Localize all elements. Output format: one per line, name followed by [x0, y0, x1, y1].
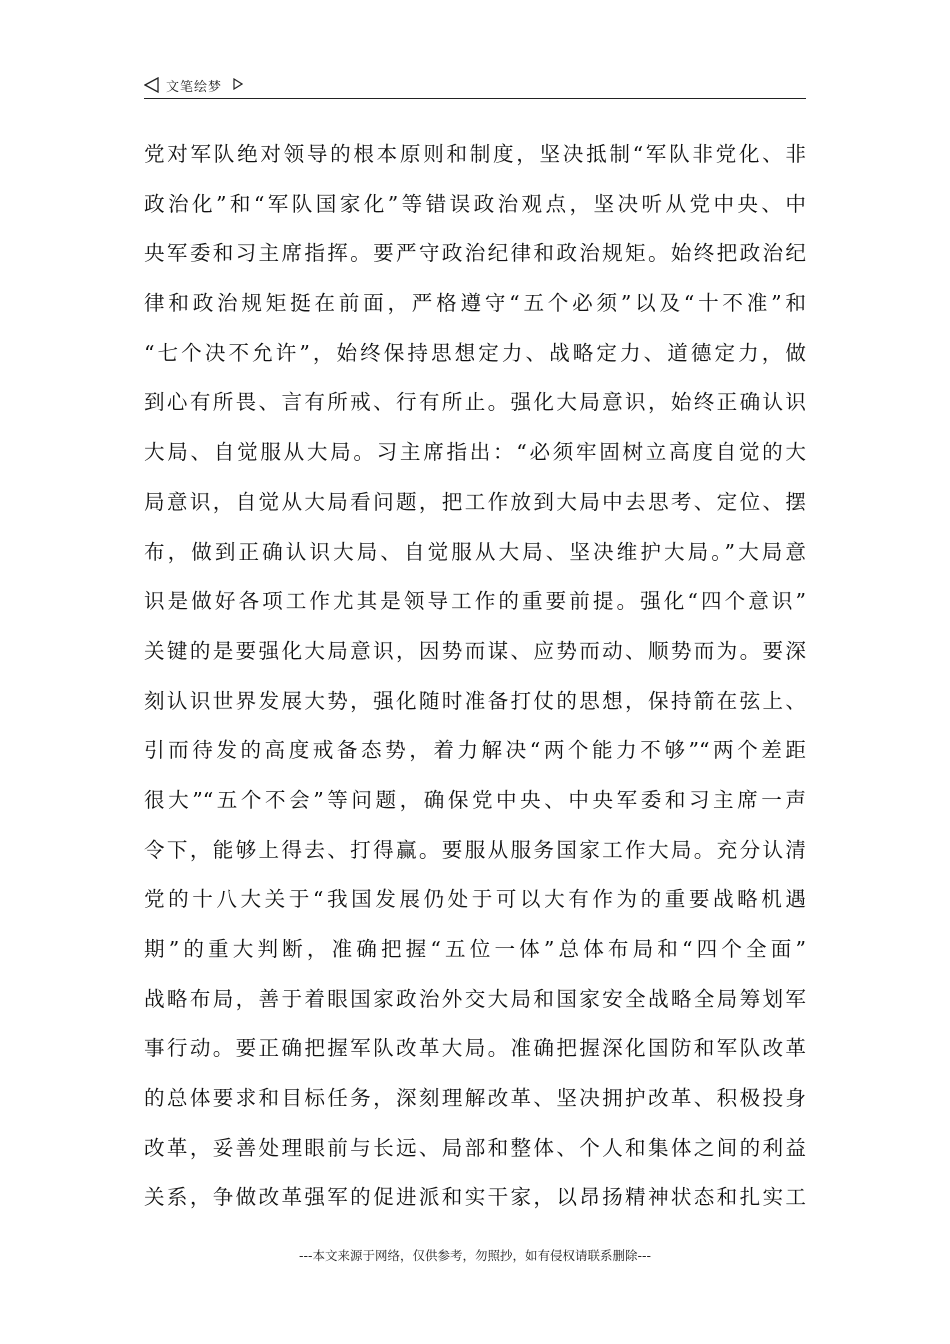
text-line: 识是做好各项工作尤其是领导工作的重要前提。强化“四个意识”: [144, 589, 806, 614]
header-title: 文笔绘梦: [166, 80, 223, 95]
text-line: 政治化”和“军队国家化”等错误政治观点，坚决听从党中央、中: [144, 191, 806, 216]
text-line: 很大”“五个不会”等问题，确保党中央、中央军委和习主席一声: [144, 787, 806, 812]
text-line: 关系，争做改革强军的促进派和实干家，以昂扬精神状态和扎实工: [144, 1185, 806, 1210]
text-line: 布，做到正确认识大局、自觉服从大局、坚决维护大局。”大局意: [144, 539, 806, 564]
text-line: 引而待发的高度戒备态势，着力解决“两个能力不够”“两个差距: [144, 738, 806, 763]
text-line: 大局、自觉服从大局。习主席指出：“必须牢固树立高度自觉的大: [144, 440, 806, 465]
text-line: 刻认识世界发展大势，强化随时准备打仗的思想，保持箭在弦上、: [144, 688, 806, 713]
text-line: 关键的是要强化大局意识，因势而谋、应势而动、顺势而为。要深: [144, 638, 806, 663]
page-header: [144, 74, 806, 99]
text-line: 令下，能够上得去、打得赢。要服从服务国家工作大局。充分认清: [144, 837, 806, 862]
text-line: 党对军队绝对领导的根本原则和制度，坚决抵制“军队非党化、非: [144, 142, 806, 166]
text-line: 局意识，自觉从大局看问题，把工作放到大局中去思考、定位、摆: [144, 489, 806, 514]
text-line: 到心有所畏、言有所戒、行有所止。强化大局意识，始终正确认识: [144, 390, 806, 415]
body-paragraph: [144, 130, 806, 1223]
text-line: 期”的重大判断，准确把握“五位一体”总体布局和“四个全面”: [144, 937, 806, 961]
text-line: 的总体要求和目标任务，深刻理解改革、坚决拥护改革、积极投身: [144, 1086, 806, 1111]
text-line: “七个决不允许”，始终保持思想定力、战略定力、道德定力，做: [144, 340, 806, 365]
triangle-left-icon: [144, 77, 160, 93]
text-line: 党的十八大关于“我国发展仍处于可以大有作为的重要战略机遇: [144, 887, 806, 912]
text-line: 央军委和习主席指挥。要严守政治纪律和政治规矩。始终把政治纪: [144, 241, 806, 266]
text-line: 战略布局，善于着眼国家政治外交大局和国家安全战略全局筹划军: [144, 986, 806, 1011]
text-line: 改革，妥善处理眼前与长远、局部和整体、个人和集体之间的利益: [144, 1135, 806, 1160]
disclaimer-footer: ---本文来源于网络，仅供参考，勿照抄，如有侵权请联系删除---: [298, 1248, 652, 1263]
text-line: 事行动。要正确把握军队改革大局。准确把握深化国防和军队改革: [144, 1036, 806, 1061]
triangle-right-icon: [233, 78, 243, 90]
text-line: 律和政治规矩挺在前面，严格遵守“五个必须”以及“十不准”和: [144, 291, 806, 316]
